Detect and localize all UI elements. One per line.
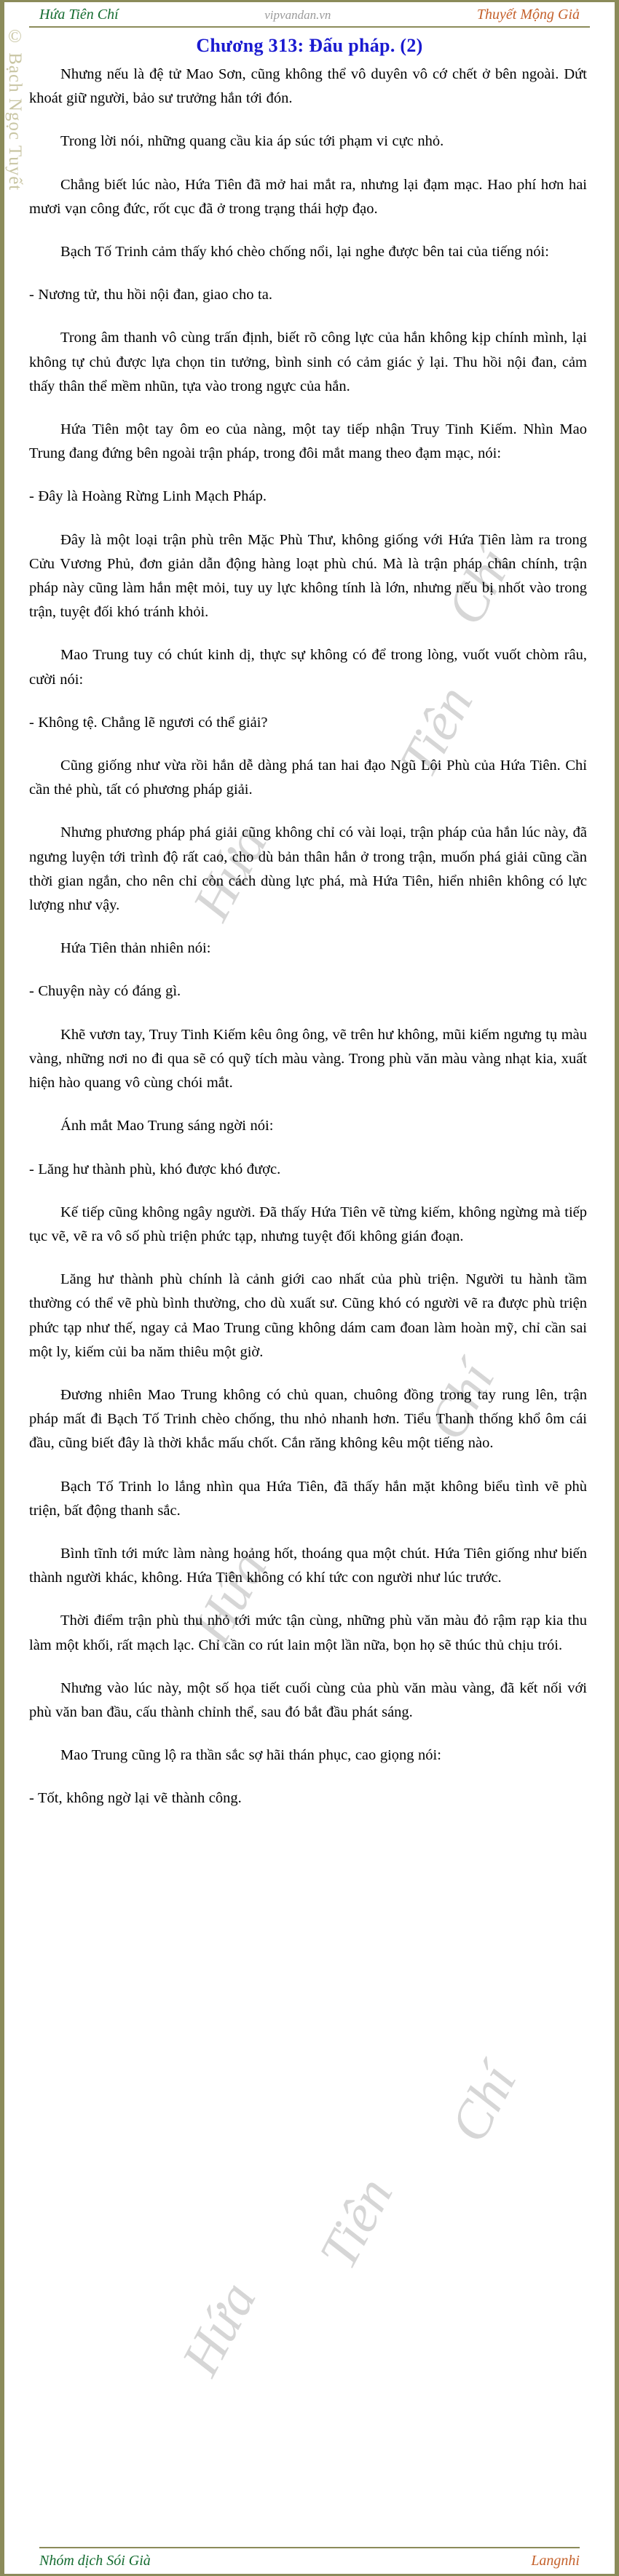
body-paragraph: Hứa Tiên thản nhiên nói: [60,940,211,957]
chapter-content [4,60,615,1811]
footer-row [39,2553,580,2569]
body-paragraph: Bình tĩnh tới mức làm nàng hoảng hốt, thoáng qua một chút. Hứa Tiên giống như biến thành người khác, không. Hứa Tiên không có khí tức con người như lúc trước. [29,1545,587,1586]
diagonal-watermark: Chí [435,537,525,635]
diagonal-watermark: Chí [417,1352,507,1450]
body-paragraph: Trong lời nói, những quang cầu kia áp súc tới phạm vi cực nhỏ. [60,133,444,150]
diagonal-watermark: Chí [438,2054,529,2152]
body-paragraph: Chẳng biết lúc nào, Hứa Tiên đã mở hai mắt ra, nhưng lại đạm mạc. Hao phí hơn hai mươi vạn công đức, rốt cục đã ở trong trạng thái hợp đạo. [29,176,587,217]
body-paragraph: Thời điểm trận phù thu nhỏ tới mức tận cùng, những phù văn màu đỏ rậm rạp kia thu làm một khối, rất mạch lạc. Chỉ cần co rút lain một lần nữa, bọn họ sẽ thúc thủ chịu trói. [29,1613,587,1653]
dialog-line: - Tốt, không ngờ lại vẽ thành công. [29,1790,242,1807]
side-watermark: © Bạch Ngọc Tuyết [5,27,25,191]
body-paragraph: Mao Trung tuy có chút kinh dị, thực sự không có để trong lòng, vuốt vuốt chòm râu, cười nói: [29,647,587,688]
body-paragraph: Nhưng phương pháp phá giải cũng không chỉ có vài loại, trận pháp của hắn lúc này, đã ngưng luyện tới trình độ rất cao, cho dù bản thân hắn ở trong trận, muốn phá giải cũng cần thời gian ngắn, cho nên chỉ còn cách dùng lực phá, mà Hứa Tiên, hiển nhiên không có lực lượng như vậy. [29,824,587,914]
dialog-line: - Nương tử, thu hồi nội đan, giao cho ta. [29,287,272,303]
author-name: Thuyết Mộng Giả [476,7,580,23]
dialog-line: - Lăng hư thành phù, khó được khó được. [29,1161,281,1177]
body-paragraph: Lăng hư thành phù chính là cảnh giới cao nhất của phù triện. Người tu hành tầm thường có thể vẽ phù bình thường, cho dù xuất sư. Cũng khó có người vẽ ra được phù triện phức tạp như thế, ngay cả Mao Trung cũng không dám cam đoan làm hoàn mỹ, chỉ cần sai một ly, kiếm củi ba năm thiêu một giờ. [29,1271,587,1360]
body-paragraph: Bạch Tố Trinh cảm thấy khó chèo chống nổi, lại nghe được bên tai của tiếng nói: [60,244,549,261]
dialog-line: - Không tệ. Chẳng lẽ ngươi có thể giải? [29,714,268,731]
page-footer [4,2547,615,2569]
body-paragraph: Cũng giống như vừa rồi hắn dễ dàng phá tan hai đạo Ngũ Lôi Phù của Hứa Tiên. Chỉ cần thẻ phù, tất có phương pháp giải. [29,758,587,798]
body-paragraph: Đây là một loại trận phù trên Mặc Phù Thư, không giống với Hứa Tiên làm ra trong Cửu Vương Phủ, đơn giản dẫn động hàng loạt phù chú. Mà là trận pháp chân chính, trận pháp này cũng làm hắn mệt mỏi, tuy uy lực không tính là lớn, nhưng nếu bị nhốt vào trong trận, tuyệt đối khó tránh khỏi. [29,531,587,621]
diagonal-watermark: Tiên [388,676,485,787]
translation-group: Nhóm dịch Sói Già [39,2553,151,2569]
body-paragraph: Nhưng nếu là đệ tử Mao Sơn, cũng không thể vô duyên vô cớ chết ở bên ngoài. Dứt khoát giữ người, bảo sư trưởng hắn tới đón. [29,66,587,107]
site-name: vipvandan.vn [264,8,331,22]
header-row [29,7,590,28]
body-paragraph: Bạch Tố Trinh lo lắng nhìn qua Hứa Tiên, đã thấy hắn mặt không biểu tình vẽ phù triện, bất động thanh sắc. [29,1478,587,1519]
diagonal-watermark: Tiên [308,2168,405,2278]
body-paragraph: Trong âm thanh vô cùng trấn định, biết rõ công lực của hắn không kịp chính mình, lại không tự chủ được lựa chọn tin tưởng, bình sinh có cảm giác ỷ lại. Thu hồi nội đan, cảm thấy thân thể mềm nhũn, tựa vào trong ngực của hắn. [29,330,587,394]
body-paragraph: Hứa Tiên một tay ôm eo của nàng, một tay tiếp nhận Truy Tinh Kiếm. Nhìn Mao Trung đang đứng bên ngoài trận pháp, trong đôi mắt mang theo đạm mạc, nói: [29,421,587,462]
body-paragraph: Khẽ vươn tay, Truy Tinh Kiếm kêu ông ông, vẽ trên hư không, mũi kiếm ngưng tụ màu vàng, những nơi no đi qua sẽ có quỹ tích màu vàng. Trong phù văn màu vàng nhạt kia, xuất hiện hào quang vô cùng chói mắt. [29,1026,587,1092]
page-title: Chương 313: Đấu pháp. (2) [196,35,423,56]
body-paragraph: Mao Trung cũng lộ ra thần sắc sợ hãi thán phục, cao giọng nói: [60,1747,441,1764]
footer-divider [39,2547,580,2548]
diagonal-watermark: Hứa [181,1541,279,1654]
body-paragraph: Đương nhiên Mao Trung không có chủ quan, chuông đồng trong tay rung lên, trận pháp mất đi Bạch Tố Trinh chèo chống, thu nhỏ nhanh hơn. Tiểu Thanh thống khổ ôm cái đầu, cũng biết đây là thời khắc mấu chốt. Cắn răng không kêu một tiếng nào. [29,1386,587,1452]
body-paragraph: Ánh mắt Mao Trung sáng ngời nói: [60,1118,274,1134]
translator-name: Langnhi [531,2553,580,2569]
diagonal-watermark: Hứa [181,817,279,930]
diagonal-watermark: Hứa [170,2273,268,2385]
dialog-line: - Chuyện này có đáng gì. [29,983,181,1000]
body-paragraph: Nhưng vào lúc này, một số họa tiết cuối cùng của phù văn màu vàng, đã kết nối với phù văn ban đầu, cấu thành chỉnh thể, sau đó bắt đầu phát sáng. [29,1679,587,1720]
page-header [4,2,615,57]
novel-title: Hứa Tiên Chí [39,7,119,23]
body-paragraph: Kế tiếp cũng không ngây người. Đã thấy Hứa Tiên vẽ từng kiếm, không ngừng mà tiếp tục vẽ, vẽ ra vô số phù triện phức tạp, nhưng tuyệt đối không gián đoạn. [29,1204,587,1244]
dialog-line: - Đây là Hoàng Rừng Linh Mạch Pháp. [29,488,267,505]
